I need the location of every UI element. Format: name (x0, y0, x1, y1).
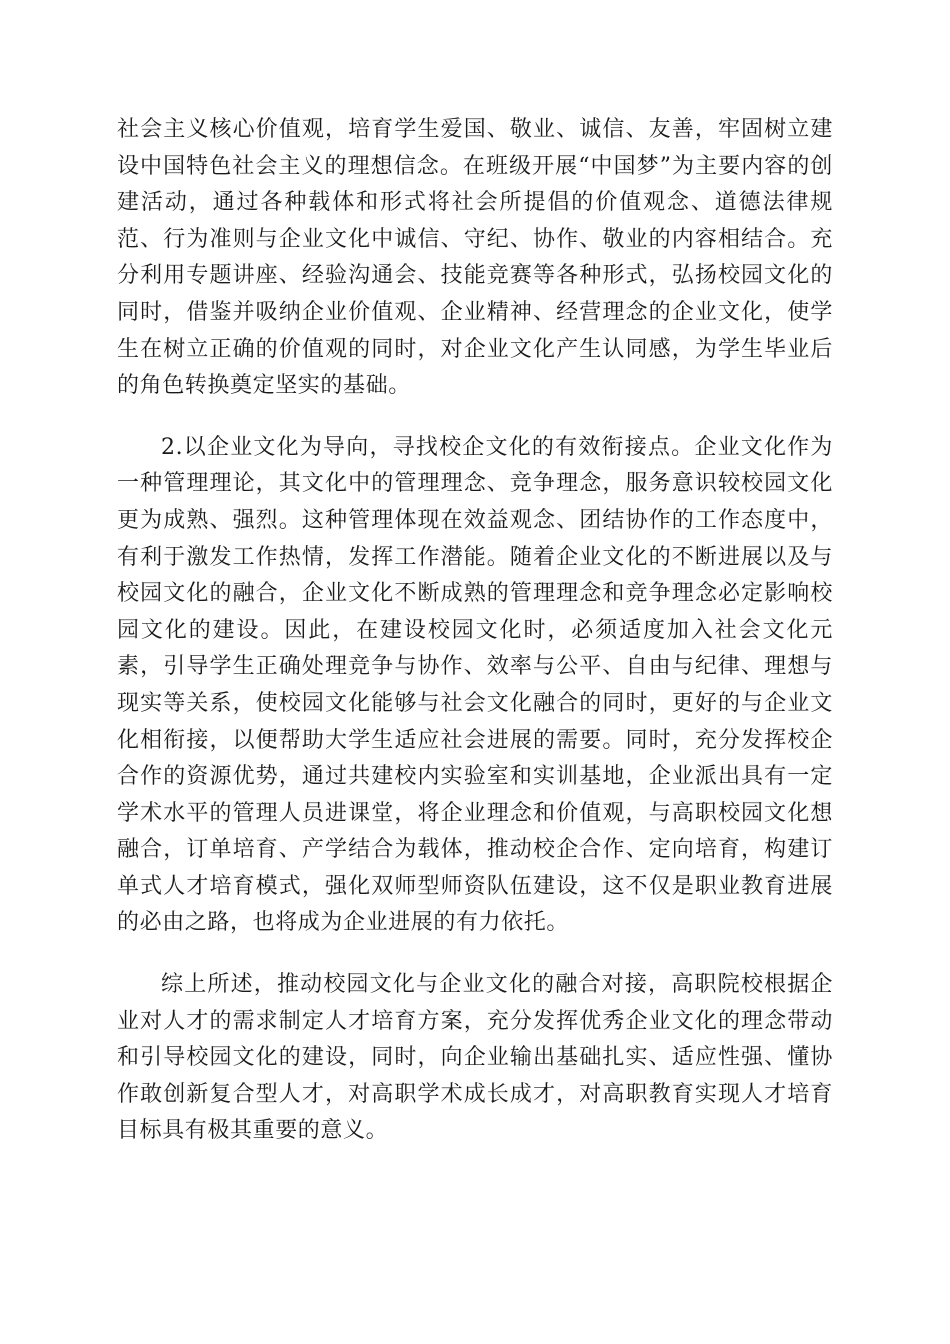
paragraph-core-values: 社会主义核心价值观，培育学生爱国、敬业、诚信、友善，牢固树立建设中国特色社会主义的理想信念。在班级开展“中国梦”为主要内容的创建活动，通过各种载体和形式将社会所提倡的价值观念、道德法律规范、行为准则与企业文化中诚信、守纪、协作、敬业的内容相结合。充分利用专题讲座、经验沟通会、技能竞赛等各种形式，弘扬校园文化的同时，借鉴并吸纳企业价值观、企业精神、经营理念的企业文化，使学生在树立正确的价值观的同时，对企业文化产生认同感，为学生毕业后的角色转换奠定坚实的基础。 (117, 117, 833, 399)
paragraph-enterprise-culture-orientation: 2.以企业文化为导向，寻找校企文化的有效衔接点。企业文化作为一种管理理论，其文化中的管理理念、竞争理念，服务意识较校园文化更为成熟、强烈。这种管理体现在效益观念、团结协作的工作态度中，有利于激发工作热情，发挥工作潜能。随着企业文化的不断进展以及与校园文化的融合，企业文化不断成熟的管理理念和竞争理念必定影响校园文化的建设。因此，在建设校园文化时，必须适度加入社会文化元素，引导学生正确处理竞争与协作、效率与公平、自由与纪律、理想与现实等关系，使校园文化能够与社会文化融合的同时，更好的与企业文化相衔接，以便帮助大学生适应社会进展的需要。同时，充分发挥校企合作的资源优势，通过共建校内实验室和实训基地，企业派出具有一定学术水平的管理人员进课堂，将企业理念和价值观，与高职校园文化想融合，订单培育、产学结合为载体，推动校企合作、定向培育，构建订单式人才培育模式，强化双师型师资队伍建设，这不仅是职业教育进展的必由之路，也将成为企业进展的有力依托。 (117, 434, 833, 936)
paragraph-conclusion: 综上所述，推动校园文化与企业文化的融合对接，高职院校根据企业对人才的需求制定人才培育方案，充分发挥优秀企业文化的理念带动和引导校园文化的建设，同时，向企业输出基础扎实、适应性强、懂协作敢创新复合型人才，对高职学术成长成才，对高职教育实现人才培育目标具有极其重要的意义。 (117, 972, 833, 1144)
document-body (117, 112, 833, 1150)
